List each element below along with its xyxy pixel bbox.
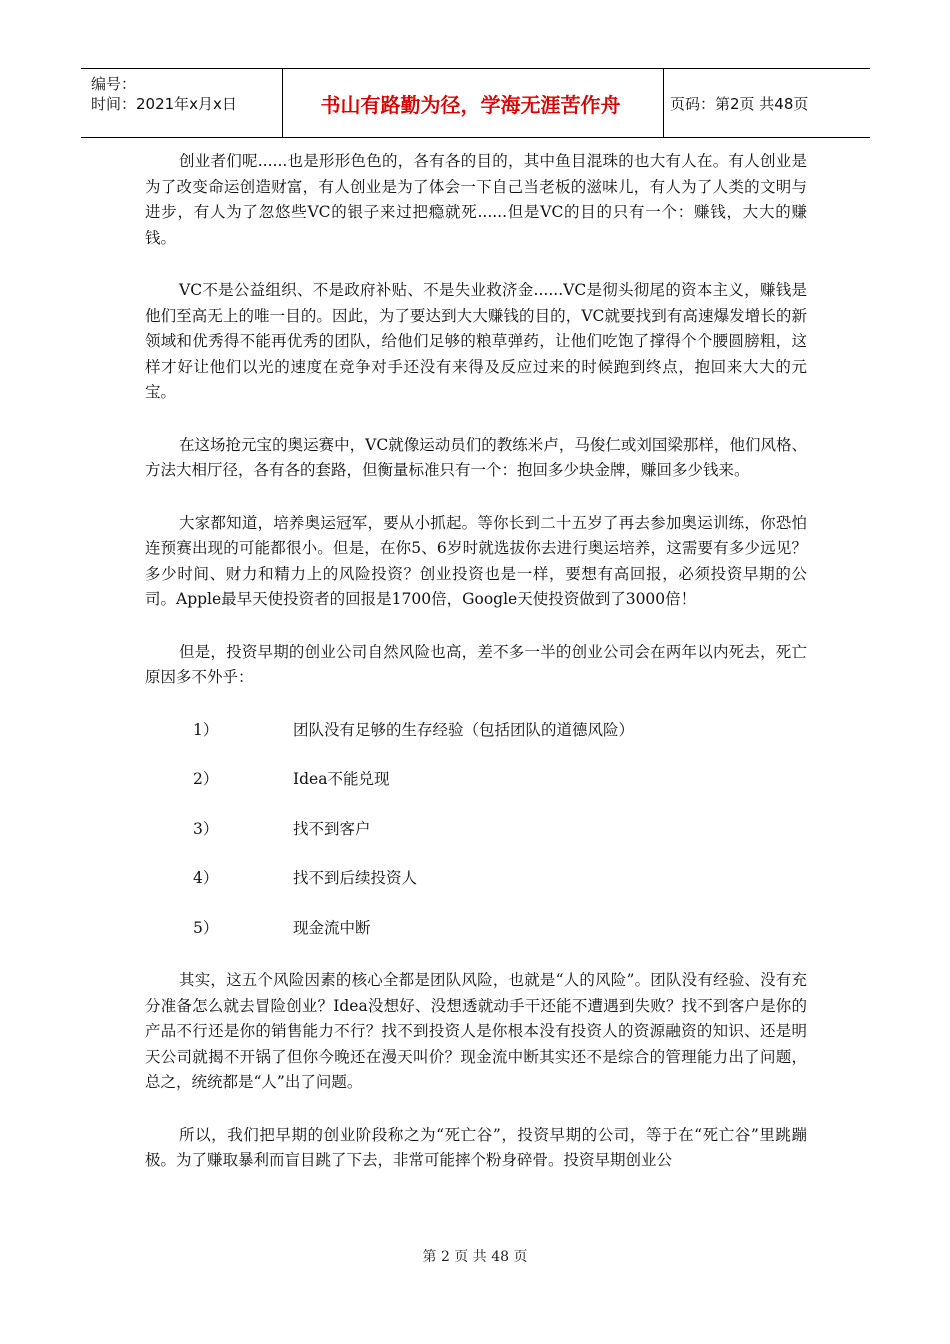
list-item-text: 找不到客户 [293,819,371,838]
risk-list [145,718,807,942]
paragraph: 所以，我们把早期的创业阶段称之为“死亡谷”，投资早期的公司，等于在“死亡谷”里跳蹦极。为了赚取暴利而盲目跳了下去，非常可能摔个粉身碎骨。投资早期创业公 [145,1125,807,1169]
list-item-number: 3） [193,819,219,838]
paragraph: 但是，投资早期的创业公司自然风险也高，差不多一半的创业公司会在两年以内死去，死亡原因多不外乎： [145,642,807,686]
header-motto: 书山有路勤为径，学海无涯苦作舟 [320,92,621,117]
list-item-text: 团队没有足够的生存经验（包括团队的道德风险） [293,720,635,739]
list-item [145,916,807,942]
document-time-label: 时间：2021年x月x日 [91,95,237,113]
header-page-info: 页码：第2页 共48页 [670,94,809,113]
list-item [145,767,807,793]
page-header [81,68,870,138]
document-body [145,149,807,1201]
list-item-text: Idea不能兑现 [293,770,390,788]
list-item [145,718,807,744]
list-item [145,866,807,892]
list-item-number: 1） [193,720,219,739]
document-code-label: 编号： [91,75,137,93]
header-meta [81,69,281,137]
list-item-text: 现金流中断 [293,918,371,937]
page-footer: 第 2 页 共 48 页 [422,1249,528,1265]
paragraph: 其实，这五个风险因素的核心全都是团队风险，也就是“人的风险”。团队没有经验、没有充分准备怎么就去冒险创业？Idea没想好、没想透就动手干还能不遭遇到失败？找不到客户是你的产品不行还是你的销售能力不行？找不到投资人是你根本没有投资人的资源融资的知识、还是明天公司就揭不开锅了但你今晚还在漫天叫价？现金流中断其实还不是综合的管理能力出了问题，总之，统统都是“人”出了问题。 [145,971,807,1091]
paragraph: 大家都知道，培养奥运冠军，要从小抓起。等你长到二十五岁了再去参加奥运训练，你恐怕连预赛出现的可能都很小。但是，在你5、6岁时就选拔你去进行奥运培养，这需要有多少远见？多少时间、财力和精力上的风险投资？创业投资也是一样，要想有高回报，必须投资早期的公司。Apple最早天使投资者的回报是1700倍，Google天使投资做到了3000倍！ [145,513,807,608]
list-item-number: 5） [193,918,219,937]
list-item-number: 2） [193,770,219,788]
list-item-number: 4） [193,869,219,887]
paragraph: 在这场抢元宝的奥运赛中，VC就像运动员们的教练米卢，马俊仁或刘国梁那样，他们风格、方法大相厅径，各有各的套路，但衡量标准只有一个：抱回多少块金牌，赚回多少钱来。 [145,435,807,479]
paragraph: 创业者们呢......也是形形色色的，各有各的目的，其中鱼目混珠的也大有人在。有人创业是为了改变命运创造财富，有人创业是为了体会一下自己当老板的滋味儿，有人为了人类的文明与进步，有人为了忽悠些VC的银子来过把瘾就死......但是VC的目的只有一个：赚钱，大大的赚钱。 [145,152,807,247]
list-item [145,817,807,843]
list-item-text: 找不到后续投资人 [293,869,418,887]
paragraph: VC不是公益组织、不是政府补贴、不是失业救济金......VC是彻头彻尾的资本主义，赚钱是他们至高无上的唯一目的。因此，为了要达到大大赚钱的目的，VC就要找到有高速爆发增长的新领域和优秀得不能再优秀的团队，给他们足够的粮草弹药，让他们吃饱了撑得个个腰圆膀粗，这样才好让他们以光的速度在竞争对手还没有来得及反应过来的时候跑到终点，抱回来大大的元宝。 [145,281,807,401]
